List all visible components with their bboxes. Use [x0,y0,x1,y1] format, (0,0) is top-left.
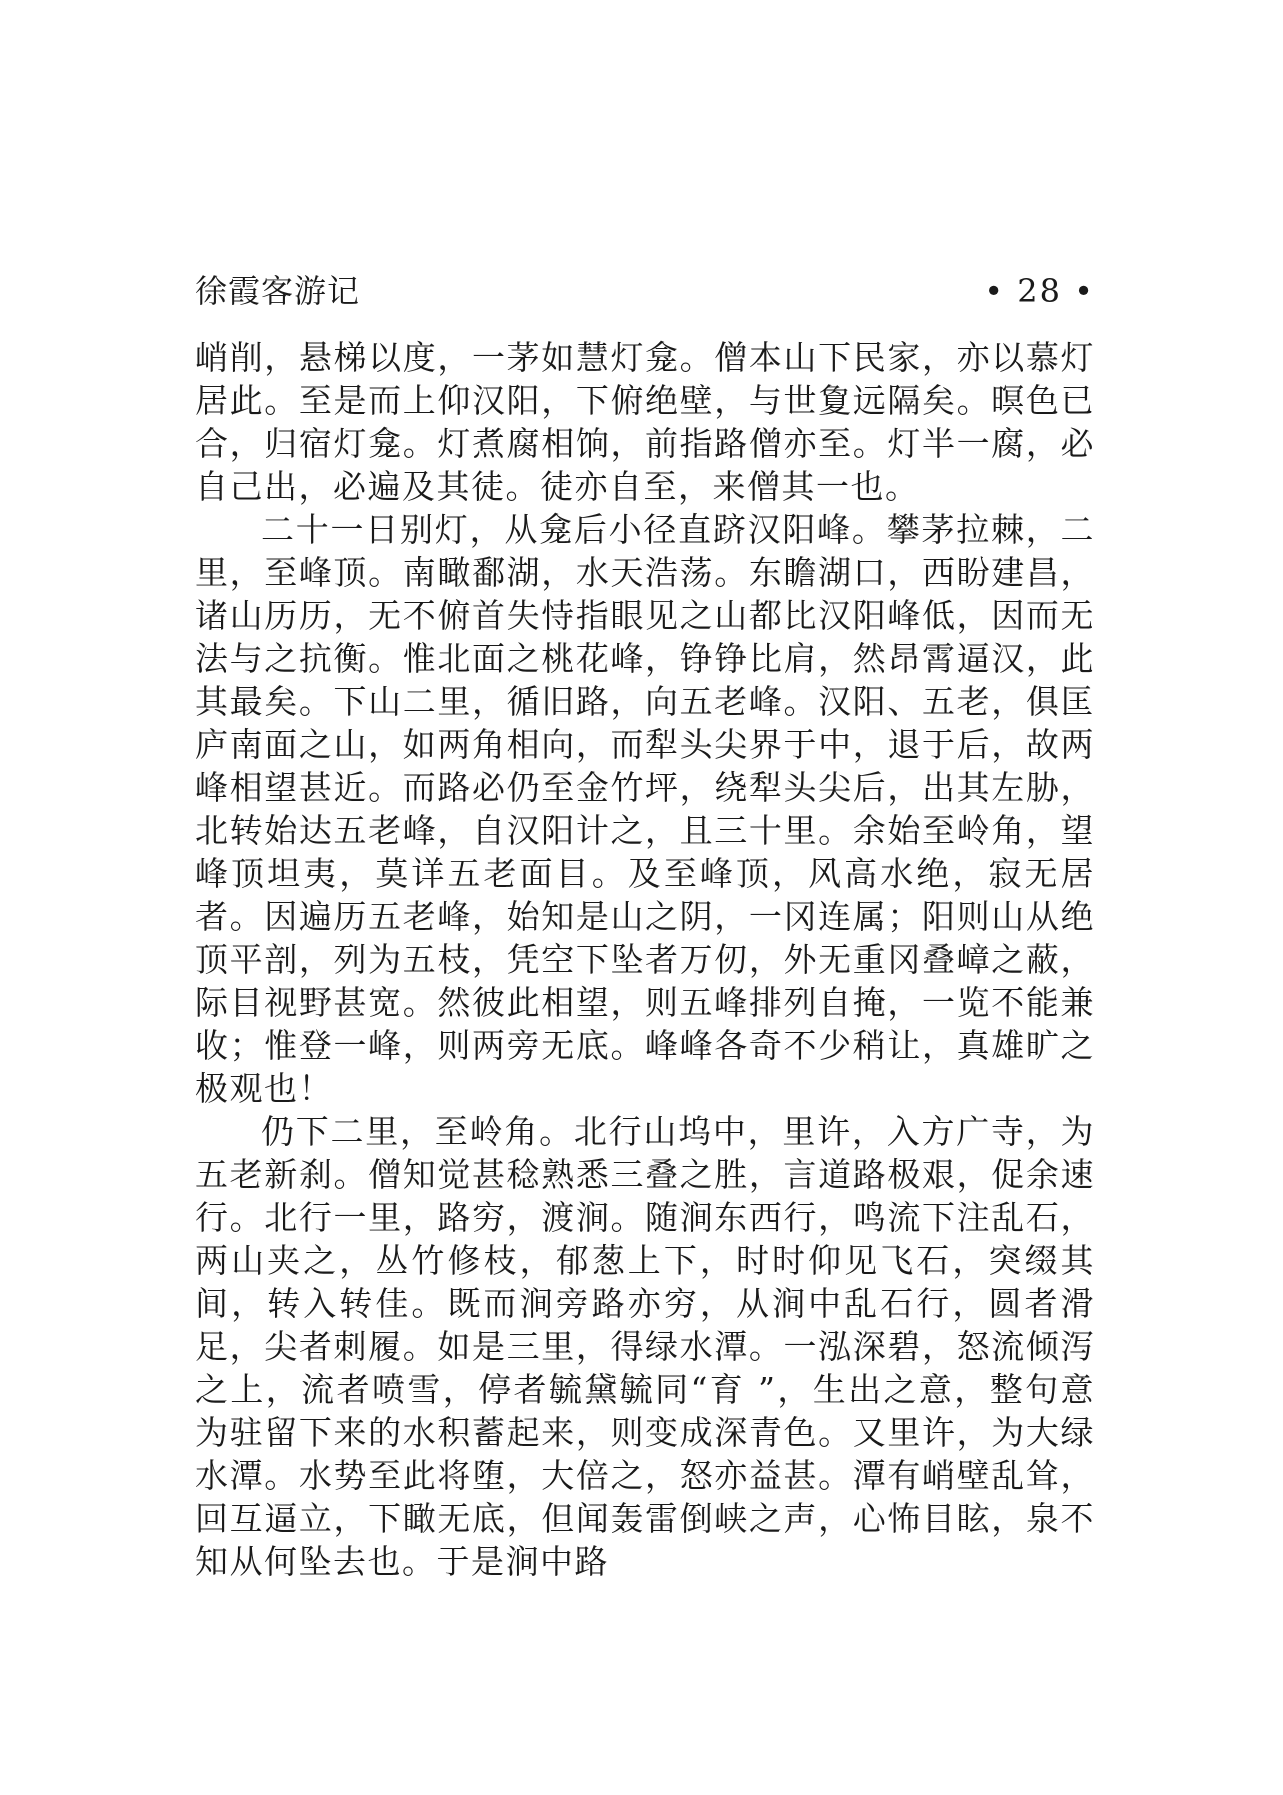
body-text [195,336,1095,1583]
running-header [195,268,1095,328]
book-title: 徐霞客游记 [195,272,361,310]
page-number: • 28 • [984,272,1095,310]
page [195,268,1095,1583]
paragraph: 峭削，悬梯以度，一茅如慧灯龛。僧本山下民家，亦以慕灯居此。至是而上仰汉阳，下俯绝壁，与世夐远隔矣。暝色已合，归宿灯龛。灯煮腐相饷，前指路僧亦至。灯半一腐，必自己出，必遍及其徒。徒亦自至，来僧其一也。 [195,338,1095,506]
paragraph: 二十一日别灯，从龛后小径直跻汉阳峰。攀茅拉棘，二里，至峰顶。南瞰鄱湖，水天浩荡。东瞻湖口，西盼建昌，诸山历历，无不俯首失恃指眼见之山都比汉阳峰低，因而无法与之抗衡。惟北面之桃花峰，铮铮比肩，然昂霄逼汉，此其最矣。下山二里，循旧路，向五老峰。汉阳、五老，俱匡庐南面之山，如两角相向，而犁头尖界于中，退于后，故两峰相望甚近。而路必仍至金竹坪，绕犁头尖后，出其左胁，北转始达五老峰，自汉阳计之，且三十里。余始至岭角，望峰顶坦夷，莫详五老面目。及至峰顶，风高水绝，寂无居者。因遍历五老峰，始知是山之阴，一冈连属；阳则山从绝顶平剖，列为五枝，凭空下坠者万仞，外无重冈叠嶂之蔽，际目视野甚宽。然彼此相望，则五峰排列自掩，一览不能兼收；惟登一峰，则两旁无底。峰峰各奇不少稍让，真雄旷之极观也！ [195,510,1095,1108]
paragraph: 仍下二里，至岭角。北行山坞中，里许，入方广寺，为五老新刹。僧知觉甚稔熟悉三叠之胜，言道路极艰，促余速行。北行一里，路穷，渡涧。随涧东西行，鸣流下注乱石，两山夹之，丛竹修枝，郁葱上下，时时仰见飞石，突缀其间，转入转佳。既而涧旁路亦穷，从涧中乱石行，圆者滑足，尖者刺履。如是三里，得绿水潭。一泓深碧，怒流倾泻之上，流者喷雪，停者毓黛毓同“育 ”，生出之意，整句意为驻留下来的水积蓄起来，则变成深青色。又里许，为大绿水潭。水势至此将堕，大倍之，怒亦益甚。潭有峭壁乱耸，回互逼立，下瞰无底，但闻轰雷倒峡之声，心怖目眩，泉不知从何坠去也。于是涧中路 [195,1112,1095,1581]
